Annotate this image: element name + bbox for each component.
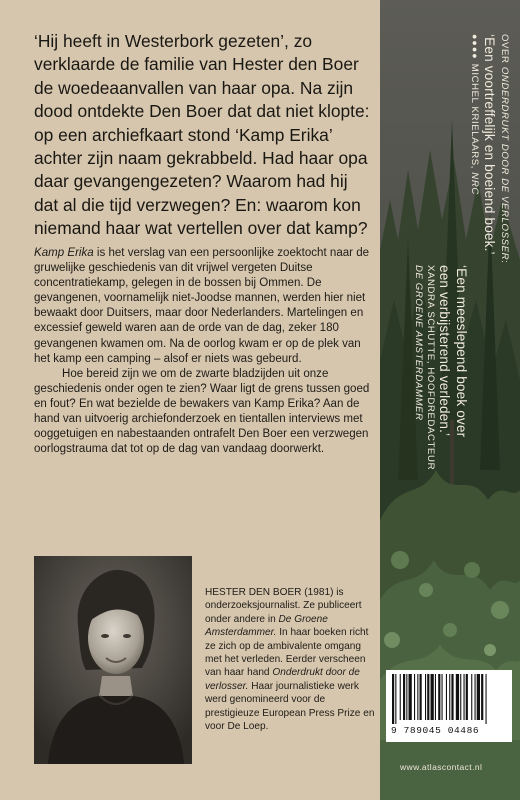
review-1-publication: NRC xyxy=(469,172,480,195)
author-bio-text-1: HESTER DEN BOER (1981) is onderzoeksjournalist. Ze publiceert onder andere in xyxy=(205,587,362,625)
isbn-number: 9 789045 04486 xyxy=(391,725,480,736)
review-1-book-title: ONDERDRUKT DOOR DE VERLOSSER xyxy=(499,66,510,261)
publisher-url: www.atlascontact.nl xyxy=(400,762,483,772)
review-1-attribution xyxy=(468,34,481,263)
description-paragraph-1-text: is het verslag van een persoonlijke zoektocht naar de gruwelijke geschiedenis van dit vrijwel vergeten Duitse concentratiekamp, gelegen in de bossen bij Ommen. De gevangenen, voornamelijk niet-Joodse mannen, werden hier niet bewaakt door Duitsers, maar door Nederlanders. Martelingen en excessief geweld waren aan de orde van de dag, zeker 180 gevangenen kwamen om. Na de oorlog kwam er op de plek van het kamp een camping – alsof er niets was gebeurd. xyxy=(34,247,370,365)
author-bio-previous-book: Onderdrukt door de verlosser. xyxy=(205,667,360,692)
author-bio-publication: De Groene Amsterdammer. xyxy=(205,613,328,639)
review-2-text-line-1: ‘Een meeslepend boek over xyxy=(454,265,469,438)
author-photo xyxy=(34,556,192,764)
book-title-inline: Kamp Erika xyxy=(34,247,94,259)
barcode-bars-icon xyxy=(386,670,512,726)
author-bio-text-3: Haar journalistieke werk werd genomineerd voor de prestigieuze European Press Prize en voor De Loep. xyxy=(205,680,375,733)
review-1-header-suffix: : xyxy=(499,260,510,264)
author-portrait-image xyxy=(34,556,192,764)
lead-paragraph xyxy=(34,30,374,241)
review-2-publication xyxy=(412,265,424,470)
rating-dots-icon: ●●●● xyxy=(470,34,480,60)
review-2-publication-name: DE GROENE AMSTERDAMMER xyxy=(413,265,424,421)
review-1-text: ‘Een voortreffelijk en boeiend boek.’ xyxy=(482,34,497,255)
description-paragraph-1 xyxy=(34,246,372,367)
review-2-author: XANDRA SCHUTTE, HOOFDREDACTEUR xyxy=(425,265,436,471)
review-1-header-prefix: OVER xyxy=(499,34,510,67)
review-quote-1 xyxy=(468,34,510,263)
lead-text: ‘Hij heeft in Westerbork gezeten’, zo verklaarde de familie van Hester den Boer de woedeaanvallen van haar opa. Na zijn dood ontdekte Den Boer dat dat niet klopte: op een archiefkaart stond ‘Kamp Erika’ achter zijn naam gekrabbeld. Had haar opa daar gevangengezeten? Waarom had hij dat al die tijd verzwegen? En: waarom kon niemand haar wat vertellen over dat kamp? xyxy=(34,31,370,239)
author-bio-text-2: In haar boeken richt ze zich op de ambivalente omgang met het verleden. Eerder verscheen van haar hand xyxy=(205,627,369,679)
description-text xyxy=(34,246,372,457)
review-2-text-line-2: een verbijsterend verleden.’ xyxy=(437,265,452,437)
description-paragraph-2: Hoe bereid zijn we om de zwarte bladzijden uit onze geschiedenis onder ogen te zien? Waar ligt de grens tussen goed en fout? En wat bezielde de bewakers van Kamp Erika? Aan de hand van uitvoerig archiefonderzoek en tientallen interviews met ooggetuigen en nabestaanden ontrafelt Den Boer een verzwegen oorlogstrauma dat tot op de dag van vandaag doorwerkt. xyxy=(34,367,370,456)
review-quote-2 xyxy=(412,265,470,470)
author-bio xyxy=(205,586,375,733)
review-1-author: MICHEL KRIELAARS, xyxy=(469,63,480,170)
review-1-header xyxy=(498,34,510,263)
